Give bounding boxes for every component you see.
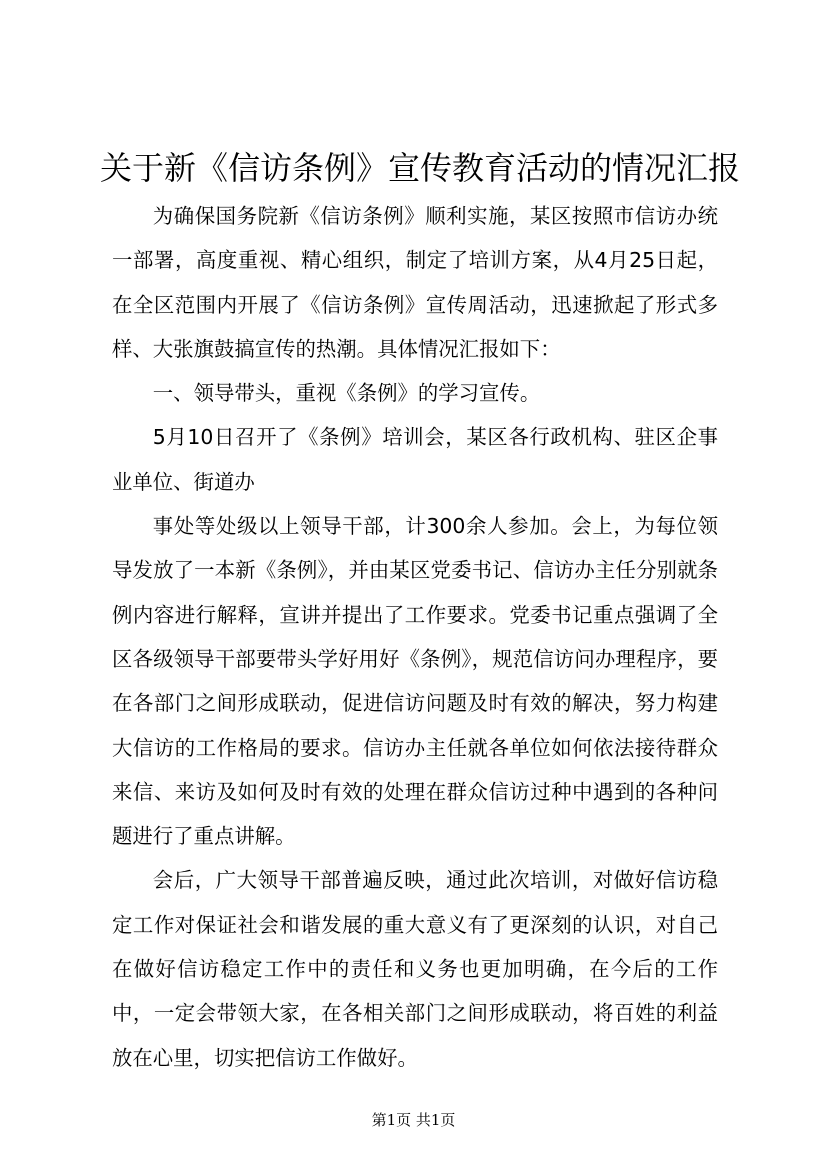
page-footer: [0, 1110, 827, 1130]
paragraph-meeting-details: 事处等处级以上领导干部，计300余人参加。会上，为每位领导发放了一本新《条例》，并由某区党委书记、信访办主任分别就条例内容进行解释，宣讲并提出了工作要求。党委书记重点强调了全区各级领导干部要带头学好用好《条例》，规范信访问办理程序，要在各部门之间形成联动，促进信访问题及时有效的解决，努力构建大信访的工作格局的要求。信访办主任就各单位如何依法接待群众来信、来访及如何及时有效的处理在群众信访过种中遇到的各种问题进行了重点讲解。: [112, 514, 718, 849]
document-title: 关于新《信访条例》宣传教育活动的情况汇报: [100, 149, 741, 187]
document-body: [112, 194, 718, 1080]
paragraph-conclusion: 会后，广大领导干部普遍反映，通过此次培训，对做好信访稳定工作对保证社会和谐发展的重大意义有了更深刻的认识，对自己在做好信访稳定工作中的责任和义务也更加明确，在今后的工作中，一定会带领大家，在各相关部门之间形成联动，将百姓的利益放在心里，切实把信访工作做好。: [112, 868, 718, 1070]
paragraph-meeting: 5月10日召开了《条例》培训会，某区各行政机构、驻区企事业单位、街道办: [112, 425, 718, 494]
paragraph-intro: 为确保国务院新《信访条例》顺利实施，某区按照市信访办统一部署，高度重视、精心组织，制定了培训方案，从4月25日起，在全区范围内开展了《信访条例》宣传周活动，迅速掀起了形式多样、大张旗鼓搞宣传的热潮。具体情况汇报如下：: [112, 204, 718, 361]
page-number-label: 第1页 共1页: [371, 1111, 456, 1129]
paragraph-section-heading: 一、领导带头，重视《条例》的学习宣传。: [152, 381, 541, 406]
